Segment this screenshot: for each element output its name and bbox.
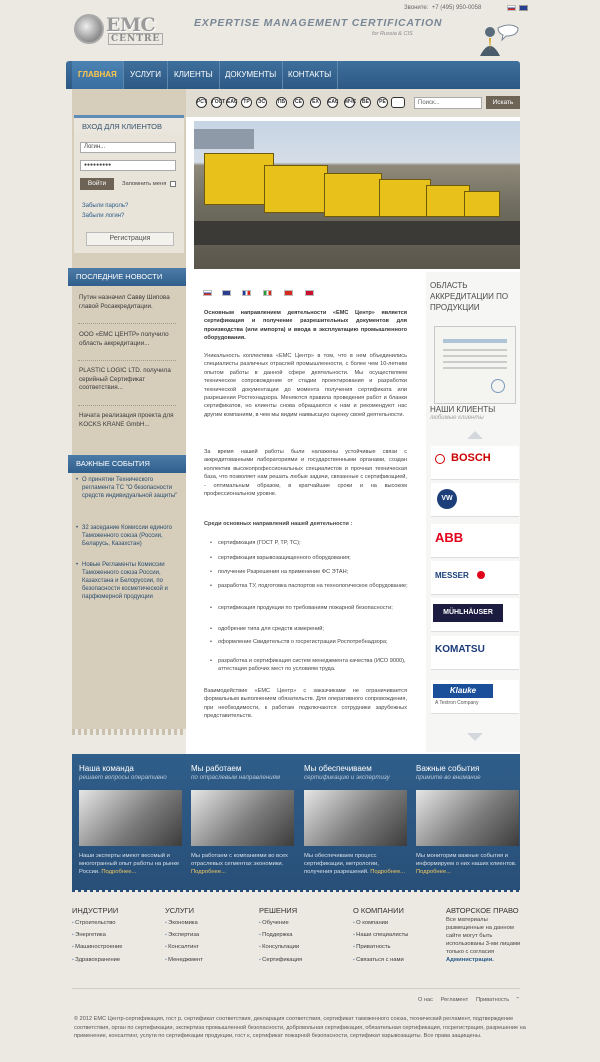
consultant-icon[interactable]: [476, 22, 520, 58]
nav-home[interactable]: ГЛАВНАЯ: [72, 61, 124, 89]
news-item[interactable]: Начата реализация проекта для KOCKS KRANE GmbH...: [79, 412, 174, 428]
lang-tr-icon[interactable]: [284, 290, 293, 296]
footer-link[interactable]: ▪ Экономика: [165, 920, 198, 926]
seal-icon: [491, 379, 505, 393]
footer-col-title: РЕШЕНИЯ: [259, 906, 298, 915]
copyright-text: [446, 916, 526, 964]
phone-number: +7 (495) 950-0058: [431, 5, 482, 11]
scroll-top-icon[interactable]: ⌃: [515, 997, 521, 1003]
bulldozer: [464, 191, 500, 217]
footer-link[interactable]: ▪ Связаться с нами: [353, 957, 404, 963]
paragraph-1: Уникальность коллектива «ЕМС Центр» в том, что в нем объединились специалисты различных отраслей промышленности, с более чем 10-летним опытом работы в данной сфере деятельности. Мы осуществляем техническое сопровождение от стадии проектирования и разработки технической документации до момента получения сертификата или разрешения Ростехнадзора. Меняются правила проведения работ и бланки сертификатов, но клиенты снова обращаются к нам и рекомендуют нас другим компаниям, в чем мы видим наивысшую оценку своей деятельности.: [204, 353, 407, 418]
cert-icon[interactable]: ВЕ: [360, 97, 371, 108]
feature-subtitle: по отраслевым направлениям: [191, 774, 281, 781]
footer-link[interactable]: ▪ Обучение: [259, 920, 289, 926]
lang-en-icon[interactable]: [222, 290, 231, 296]
list-item: • сертификация взрывозащищенного оборудования;: [218, 554, 408, 562]
feature-title: Наша команда: [79, 764, 134, 773]
footer-link[interactable]: ▪ Консультации: [259, 944, 299, 950]
list-title: Среди основных направлений нашей деятельности :: [204, 521, 353, 527]
list-item: • оформление Свидетельств о госрегистрации Роспотребнадзора;: [218, 638, 408, 646]
events-title: ВАЖНЫЕ СОБЫТИЯ: [68, 455, 186, 473]
footer-link[interactable]: ▪ Сертификация: [259, 957, 302, 963]
list-item: • сертификация продукции по требованиям пожарной безопасности;: [218, 604, 408, 612]
login-input[interactable]: Логин...: [80, 142, 176, 153]
carousel-up-icon[interactable]: [467, 431, 483, 439]
client-logo[interactable]: [431, 483, 519, 517]
logo-subtext: CENTRE: [108, 33, 163, 45]
paragraph-3: Взаимодействие «ЕМС Центр» с заказчиками не ограничивается формальным выполнением обязательств. Для оперативного сопровождения, при необходимости, к работам подключаются сотрудники зарубежных представительств.: [204, 688, 407, 720]
password-input[interactable]: ●●●●●●●●●: [80, 160, 176, 171]
client-logo[interactable]: [431, 598, 519, 632]
cert-line: [443, 339, 507, 343]
feature-desc: Мы мониторим важные события и информируем о них наших клиентов.: [416, 853, 517, 867]
search-input[interactable]: Поиск...: [414, 97, 482, 109]
cert-icon[interactable]: РЕ: [377, 97, 388, 108]
clients-subtitle: любимые клиенты: [430, 415, 484, 421]
remember-label: Запомнить меня: [122, 181, 167, 187]
cert-stamp-icon[interactable]: [391, 97, 405, 108]
login-button[interactable]: Войти: [80, 178, 114, 190]
footer-link[interactable]: ▪ Менеджмент: [165, 957, 203, 963]
more-link[interactable]: Подробнее...: [370, 869, 406, 875]
event-item[interactable]: • Новые Регламенты Комиссии Таможенного союза России, Казахстана и Белоруссии, по безопасности косметической и парфюмерной продукции: [82, 561, 182, 601]
regulation-link[interactable]: Регламент: [440, 997, 469, 1003]
messer-mark-icon: [477, 571, 485, 579]
slogan-sub: for Russia & CIS: [372, 31, 413, 37]
slogan: EXPERTISE MANAGEMENT CERTIFICATION: [194, 17, 443, 29]
news-item[interactable]: Путин назначил Савву Шипова главой Росаккредитации.: [79, 294, 170, 310]
list-item: • разработка ТУ, подготовка паспортов на технологическое оборудование;: [218, 582, 408, 590]
event-item[interactable]: • 32 заседание Комиссии единого Таможенного союза (России, Беларусь, Казахстан): [82, 524, 182, 548]
more-link[interactable]: Подробнее...: [101, 869, 137, 875]
client-name: BOSCH: [451, 452, 491, 464]
client-name: ABB: [435, 530, 464, 545]
feature-title: Мы обеспечиваем: [304, 764, 372, 773]
client-logo[interactable]: [431, 680, 519, 714]
clients-title: НАШИ КЛИЕНТЫ: [430, 405, 496, 414]
cert-icon[interactable]: ПБ: [276, 97, 287, 108]
client-logo[interactable]: [431, 524, 519, 558]
accreditation-title: ОБЛАСТЬ АККРЕДИТАЦИИ ПО ПРОДУКЦИИ: [430, 281, 509, 312]
register-button[interactable]: Регистрация: [86, 232, 174, 246]
phone: [404, 5, 481, 11]
feature-image[interactable]: [191, 790, 294, 846]
cert-icon[interactable]: ЕАС: [327, 97, 338, 108]
feature-text: [416, 852, 519, 876]
phone-label: Звоните:: [404, 5, 429, 11]
client-name: MESSER: [435, 571, 469, 580]
lang-fr-icon[interactable]: [242, 290, 251, 296]
more-link[interactable]: Подробнее...: [191, 869, 226, 875]
admin-link[interactable]: Администрации.: [446, 957, 494, 963]
news-separator: [78, 323, 176, 324]
nav-documents[interactable]: ДОКУМЕНТЫ: [219, 61, 283, 89]
cert-icon[interactable]: ГОСТ: [211, 97, 222, 108]
client-name: MÜHLHÄUSER: [433, 604, 503, 622]
hangar: [194, 129, 254, 149]
feature-text: [304, 852, 407, 876]
remember-checkbox[interactable]: [170, 181, 176, 187]
cert-line: [443, 349, 507, 351]
bottom-links: [418, 997, 520, 1003]
hero-image: [194, 121, 520, 269]
client-name: VW: [437, 489, 457, 509]
client-tagline: A Textron Company: [435, 700, 479, 706]
legal-text: © 2012 ЕМС Центр-сертификация, гост р, сертификат соответствия, декларация соответствия, сертификат таможенного союза, технический регламент, подтверждение соответствия, орган по сертификации, экспертиза промышленной безопасности, добровольная сертификация, обязательная сертификация, госрегистрация, разрешение на применение, консалтинг, услуги по сертификации продукции, гост к, сертификат пожарной безопасности, сертификат взрывозащиты. Все права защищены.: [74, 1016, 526, 1040]
flag-uk-icon[interactable]: [519, 5, 528, 11]
client-logo[interactable]: [431, 636, 519, 670]
logo-text[interactable]: EMC: [106, 14, 156, 36]
footer-link[interactable]: ▪ Строительство: [72, 920, 116, 926]
news-title: ПОСЛЕДНИЕ НОВОСТИ: [68, 268, 186, 286]
client-logo[interactable]: [431, 446, 519, 480]
footer-link[interactable]: ▪ Здравохранение: [72, 957, 120, 963]
cert-line: [443, 361, 507, 363]
feature-subtitle: примите во внимание: [416, 774, 481, 781]
feature-title: Мы работаем: [191, 764, 242, 773]
feature-text: [191, 852, 294, 876]
footer-link[interactable]: ▪ Поддержка: [259, 932, 292, 938]
feature-title: Важные события: [416, 764, 480, 773]
nav-services[interactable]: УСЛУГИ: [124, 61, 168, 89]
tracks: [194, 221, 520, 245]
footer-link[interactable]: ▪ Энергетика: [72, 932, 106, 938]
bosch-mark-icon: [435, 454, 445, 464]
footer-divider: [72, 988, 520, 989]
feature-subtitle: сертификацию и экспертизу: [304, 774, 390, 781]
list-item: • получение Разрешения на применение ФС ЭТАН;: [218, 568, 408, 576]
cert-line: [443, 355, 507, 357]
cert-icon[interactable]: РСТ: [196, 97, 207, 108]
client-name: KOMATSU: [435, 644, 485, 655]
footer-link[interactable]: ▪ Консалтинг: [165, 944, 199, 950]
more-link[interactable]: Подробнее...: [416, 869, 451, 875]
client-logo[interactable]: [431, 561, 519, 595]
cert-icon[interactable]: МЧС: [344, 97, 355, 108]
feature-desc: Мы обеспечиваем процесс сертификации, метрологии, получения разрешений.: [304, 853, 379, 875]
bulldozer: [379, 179, 431, 217]
footer-link[interactable]: ▪ О компании: [353, 920, 388, 926]
news-separator: [78, 360, 176, 361]
nav-clients[interactable]: КЛИЕНТЫ: [168, 61, 220, 89]
client-name: Klauke: [433, 684, 493, 698]
cert-icon[interactable]: ЕАС: [226, 97, 237, 108]
copyright-title: АВТОРСКОЕ ПРАВО: [446, 906, 519, 915]
feature-text: [79, 852, 182, 876]
list-item: • разработка и сертификация систем менеджмента качества (ИСО 9000), аттестация рабочих мест по условиям труда.: [218, 657, 408, 674]
footer-link[interactable]: ▪ Машиностроение: [72, 944, 123, 950]
privacy-link[interactable]: Приватность: [475, 997, 510, 1003]
feature-subtitle: решает вопросы оперативно: [79, 774, 167, 781]
carousel-down-icon[interactable]: [467, 733, 483, 741]
lang-cn-icon[interactable]: [305, 290, 314, 296]
footer-link[interactable]: ▪ Приватность: [353, 944, 391, 950]
intro-text: Основным направлением деятельности «ЕМС Центр» является сертификация и получение разрешительных документов для производства (или импорта) и ввода в эксплуатацию промышленного оборудования.: [204, 310, 407, 342]
list-item: • одобрение типа для средств измерений;: [218, 625, 408, 633]
cert-line: [443, 367, 507, 369]
footer-col-title: О КОМПАНИИ: [353, 906, 404, 915]
feature-desc: Мы работаем с компаниями во всех отраслевых сегментах экономики.: [191, 853, 288, 867]
footer-link[interactable]: ▪ Наши специалисты: [353, 932, 408, 938]
footer-col-title: ИНДУСТРИИ: [72, 906, 119, 915]
news-separator: [78, 405, 176, 406]
news-item[interactable]: ООО «ЕМС ЦЕНТР» получило область аккредитации...: [79, 331, 169, 347]
logo-icon[interactable]: [74, 14, 104, 44]
event-item[interactable]: • О принятии Технического регламента ТС "О безопасности средств индивидуальной защиты": [82, 476, 182, 500]
forgot-login-link[interactable]: Забыли логин?: [82, 213, 125, 219]
search-button[interactable]: Искать: [486, 96, 520, 109]
feature-image[interactable]: [79, 790, 182, 846]
cert-icon[interactable]: CE: [293, 97, 304, 108]
cert-icon[interactable]: ЕХ: [310, 97, 321, 108]
news-item[interactable]: PLASTIC LOGIC LTD. получила серийный Сертификат соответствия...: [79, 367, 171, 391]
footer-link[interactable]: ▪ Экспертиза: [165, 932, 199, 938]
feature-image[interactable]: [416, 790, 519, 846]
forgot-password-link[interactable]: Забыли пароль?: [82, 203, 129, 209]
cert-icon[interactable]: ЭС: [256, 97, 267, 108]
about-link[interactable]: О нас: [418, 997, 433, 1003]
cert-icon[interactable]: ТР: [241, 97, 252, 108]
nav-contacts[interactable]: КОНТАКТЫ: [282, 61, 338, 89]
lang-ru-icon[interactable]: [203, 290, 212, 296]
main-nav: [66, 61, 520, 89]
bulldozer: [264, 165, 328, 213]
bulldozer: [324, 173, 382, 217]
feature-image[interactable]: [304, 790, 407, 846]
sidebar-edge: [72, 729, 186, 735]
accreditation-certificate[interactable]: [434, 326, 516, 404]
features-edge: [72, 886, 520, 892]
login-title: ВХОД ДЛЯ КЛИЕНТОВ: [74, 115, 184, 133]
list-item: • сертификация (ГОСТ Р, ТР, ТС);: [218, 539, 408, 547]
feature-desc: Наши эксперты имеют весомый и многогранный опыт работы на рынке России.: [79, 853, 180, 875]
flag-ru-icon[interactable]: [507, 5, 516, 11]
paragraph-2: За время нашей работы были налажены устойчивые связи с аккредитованными лабораториями и государственными органами, создан коллектив высокопрофессиональных специалистов и прочная техническая база, что позволяет нам решать любые задачи, связанные с сертификацией, - оптимальным образом, в кратчайшие сроки и на высоком профессиональном уровне.: [204, 449, 407, 498]
footer-col-title: УСЛУГИ: [165, 906, 195, 915]
copyright-body: Все материалы размещенные на данном сайте могут быть использованы 3-ми лицами только с согласия: [446, 917, 521, 955]
lang-it-icon[interactable]: [263, 290, 272, 296]
